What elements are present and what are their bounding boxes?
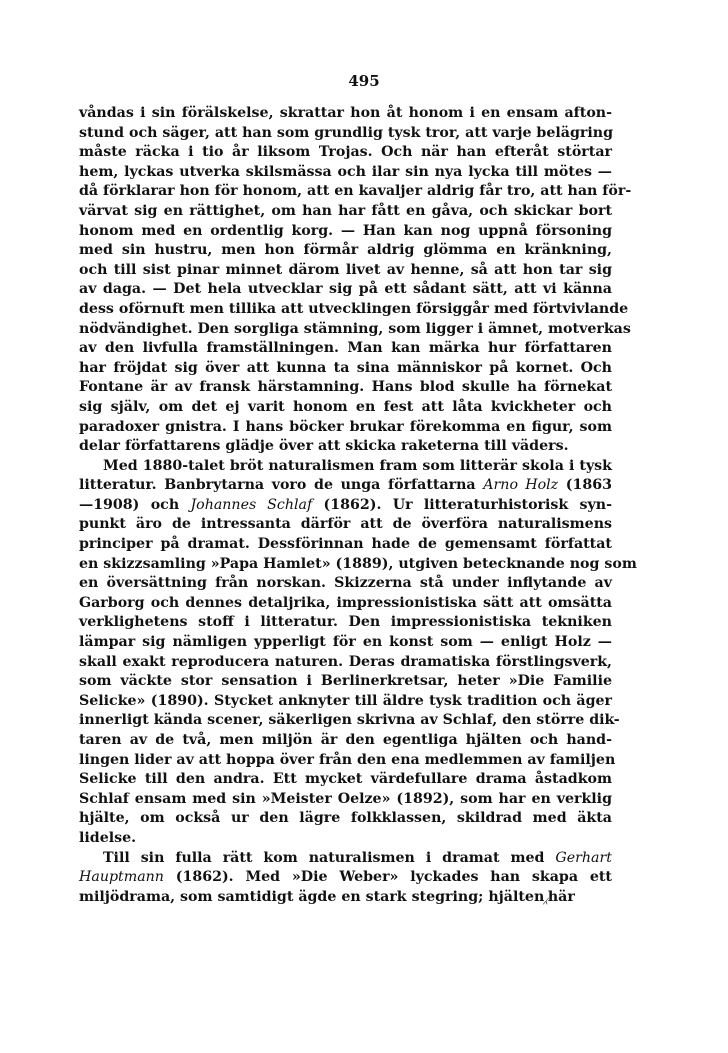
text-segment: våndas i sin förälskelse, skrattar hon åt honom i en ensam afton- [79,105,612,121]
text-segment: måste räcka i tio år liksom Trojas. Och när han efteråt störtar [79,144,612,161]
text-segment: av daga. — Det hela utvecklar sig på ett sådant sätt, att vi känna [79,281,612,298]
text-segment: principer på dramat. Dessförinnan hade de gemensamt författat [79,536,612,553]
text-line [79,339,612,359]
text-line [79,124,612,144]
text-line [79,868,612,888]
text-line [79,398,612,418]
text-line [79,555,637,575]
text-line [79,692,612,712]
text-line [79,222,612,242]
text-segment: lämpar sig nämligen ypperligt för en konst som — enligt Holz — [79,634,612,651]
text-line [79,457,612,477]
text-segment: (1862). Med »Die Weber» lyckades han skapa ett [163,869,612,886]
text-segment: Schlaf ensam med sin »Meister Oelze» (1892), som har en verklig [79,790,612,807]
text-segment: nödvändighet. Den sorgliga stämning, som ligger i ämnet, motverkas [79,320,631,337]
page-number: 495 [348,72,380,90]
text-line [79,163,612,183]
text-line [79,751,616,771]
text-line [79,770,612,790]
text-segment: då förklarar hon för honom, att en kavaljer aldrig får tro, att han för- [79,183,632,200]
text-line [79,790,612,810]
italic-name: Hauptmann [79,869,164,886]
paragraph [79,457,637,849]
body-text [79,104,637,907]
italic-name: ⁁ [544,888,548,905]
text-segment: litteratur. Banbrytarna voro de unga författarna [79,477,484,494]
text-segment: en skizzsamling »Papa Hamlet» (1889), utgiven betecknande nog som [79,555,637,572]
text-line [79,711,620,731]
text-segment: dess oförnuft men tillika att utvecklingen försiggår med förtvivlande [79,300,629,317]
text-segment: med sin hustru, men hon förmår aldrig glömma en kränkning, [79,242,612,259]
text-line [79,849,612,869]
text-segment: Selicke till den andra. Ett mycket värdefullare drama åstadkom [79,771,612,788]
text-segment: Till sin fulla rätt kom naturalismen i dramat med [103,849,556,866]
text-line [79,437,612,457]
text-line [79,261,612,281]
text-segment: (1863 [558,477,612,494]
text-line [79,300,629,320]
text-line [79,418,612,438]
italic-name: Arno Holz [483,477,559,494]
text-segment: Med 1880-talet bröt naturalismen fram som litterär skola i tysk [103,457,612,474]
text-line [79,182,632,202]
text-segment: stund och säger, att han som grundlig tysk tror, att varje belägring [79,124,613,141]
text-segment: Selicke» (1890). Stycket anknyter till äldre tysk tradition och äger [79,692,612,709]
text-line [79,653,612,673]
text-line [79,633,612,653]
text-segment: lidelse. [79,829,137,846]
italic-name: Johannes Schlaf [190,496,313,513]
text-segment: av den livfulla framställningen. Man kan märka hur författaren [79,340,612,357]
text-line [79,378,612,398]
text-segment: och till sist pinar minnet därom livet av henne, så att hon tar sig [79,261,612,278]
paragraph [79,104,632,457]
text-segment: sig själv, om det ej varit honom en fest att låta kvickheter och [79,398,612,415]
text-line [79,241,612,261]
text-line [79,104,612,124]
text-segment: Fontane är av fransk härstamning. Hans blod skulle ha förnekat [79,379,612,396]
text-segment: taren av de två, men miljön är den egentliga hjälten och hand- [79,732,612,748]
text-line [79,888,612,908]
text-segment: värvat sig en rättighet, om han har fått en gåva, och skickar bort [79,202,612,219]
text-segment: lingen lider av att hoppa över från den ena medlemmen av familjen [79,751,616,768]
text-segment: innerligt kända scener, säkerligen skrivna av Schlaf, den större dik- [79,712,620,729]
text-line [79,143,612,163]
text-segment: delar författarens glädje över att skicka raketerna till väders. [79,438,569,455]
text-segment: paradoxer gnistra. I hans böcker brukar förekomma en figur, som [79,418,612,435]
text-segment: skall exakt reproducera naturen. Deras dramatiska förstlingsverk, [79,653,612,670]
text-line [79,535,612,555]
text-segment: som väckte stor sensation i Berlinerkretsar, heter »Die Familie [79,673,612,690]
text-segment: hjälte, om också ur den lägre folkklassen, skildrad med äkta [79,810,612,827]
text-line [79,594,612,614]
text-line [79,829,612,849]
text-line [79,515,612,535]
text-segment: —1908) och [79,496,191,513]
text-line [79,809,612,829]
text-line [79,672,612,692]
text-line [79,496,612,516]
text-segment: Garborg och dennes detaljrika, impressionistiska sätt att omsätta [79,594,612,611]
text-segment: honom med en ordentlig korg. — Han kan nog uppnå försoning [79,222,612,239]
text-segment: en översättning från norskan. Skizzerna stå under inflytande av [79,575,612,592]
text-line [79,613,612,633]
text-line [79,202,612,222]
text-line [79,280,612,300]
paragraph [79,849,612,908]
text-line [79,359,612,379]
text-segment: miljödrama, som samtidigt ägde en stark stegring; hjälten [79,888,545,905]
italic-name: Gerhart [555,849,612,866]
text-line [79,574,612,594]
text-segment: hem, lyckas utverka skilsmässa och ilar sin nya lycka till mötes — [79,163,612,180]
text-line [79,476,612,496]
text-segment: (1862). Ur litteraturhistorisk syn- [312,496,612,513]
text-segment: här [547,888,575,905]
text-segment: har fröjdat sig över att kunna ta sina människor på kornet. Och [79,359,612,376]
text-line [79,320,631,340]
text-segment: verklighetens stoff i litteratur. Den impressionistiska tekniken [79,614,612,631]
text-line [79,731,612,751]
text-segment: punkt äro de intressanta därför att de överföra naturalismens [79,516,612,533]
